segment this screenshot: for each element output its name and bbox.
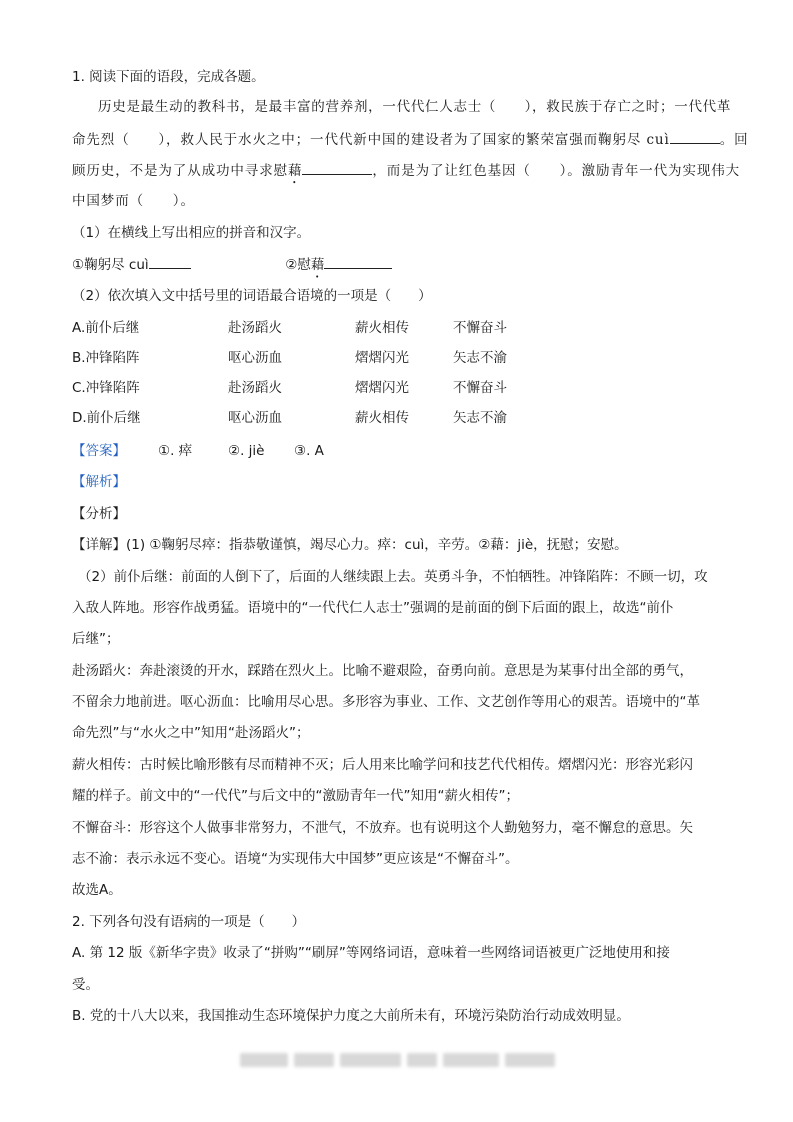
passage-text: 命先烈（ ），救人民于水火之中；一代代新中国的建设者为了国家的繁荣富强而鞠躬尽 cuì: [72, 132, 670, 148]
option-a-2: 赴汤蹈火: [228, 320, 282, 336]
q2-stem: 2. 下列各句没有语病的一项是（ ）: [72, 914, 306, 930]
explain-line-5: 不留余力地前进。呕心沥血：比喻用尽心思。多形容为事业、工作、文艺创作等用心的艰苦。语境中的“革: [72, 694, 700, 710]
explain-line-9: 不懈奋斗：形容这个人做事非常努力，不泄气，不放弃。也有说明这个人勤勉努力，毫不懈怠的意思。矢: [72, 820, 693, 836]
explain-line-11: 故选A。: [72, 882, 122, 898]
option-b-4: 矢志不渝: [453, 350, 507, 366]
passage-text: 顾历史，不是为了从成功中寻求慰: [72, 163, 288, 179]
explain-line-4: 赴汤蹈火：奔赴滚烫的开水，踩踏在烈火上。比喻不避艰险，奋勇向前。意思是为某事付出全部的勇气，: [72, 663, 693, 679]
passage-text: ，而是为了让红色基因（ ）。激励青年一代为实现伟大: [372, 163, 741, 179]
sub-question-1: （1）在横线上写出相应的拼音和汉字。: [72, 225, 311, 241]
option-b-1: B.冲锋陷阵: [72, 350, 140, 366]
sub1-items: [72, 254, 731, 281]
option-a-4: 不懈奋斗: [453, 320, 507, 336]
option-b-3: 熠熠闪光: [355, 350, 409, 366]
q2-option-b: B. 党的十八大以来，我国推动生态环境保护力度之大前所未有，环境污染防治行动成效明显。: [72, 1008, 630, 1024]
option-a-3: 薪火相传: [355, 320, 409, 336]
passage-line-3: [72, 160, 741, 187]
blank-line: [149, 254, 191, 269]
emphasis-char: 藉: [288, 163, 303, 179]
fenxi-tag: 【分析】: [72, 506, 126, 522]
answer-tag: 【答案】: [72, 443, 126, 459]
q1-stem: 1. 阅读下面的语段，完成各题。: [72, 69, 265, 85]
option-a-1: A.前仆后继: [72, 320, 140, 336]
option-d-2: 呕心沥血: [228, 410, 282, 426]
option-b-2: 呕心沥血: [228, 350, 282, 366]
q2-option-a-line-2: 受。: [72, 977, 99, 993]
option-d-4: 矢志不渝: [453, 410, 507, 426]
passage-line-1: [98, 97, 731, 117]
option-c-3: 熠熠闪光: [355, 380, 409, 396]
emphasis-char: 藉: [310, 257, 325, 273]
explain-line-6: 命先烈”与“水火之中”知用“赴汤蹈火”；: [72, 725, 310, 741]
option-c-1: C.冲锋陷阵: [72, 380, 140, 396]
option-c-2: 赴汤蹈火: [228, 380, 282, 396]
blank-line: [670, 129, 720, 144]
passage-text: 。回: [719, 132, 749, 148]
explain-line-7: 薪火相传：古时候比喻形骸有尽而精神不灭；后人用来比喻学问和技艺代代相传。熠熠闪光：形容光彩闪: [72, 757, 693, 773]
answer-3: ③. A: [294, 443, 324, 459]
answer-1: ①. 瘁: [158, 443, 193, 459]
passage-text: 历史是最生动的教科书，是最丰富的营养剂，一代代仁人志士（ ），救民族于存亡之时；一代代革: [98, 99, 731, 115]
passage-line-2: [72, 129, 749, 150]
passage-line-4: 中国梦而（ ）。: [72, 193, 195, 209]
explain-line-1: （2）前仆后继：前面的人倒下了，后面的人继续跟上去。英勇斗争，不怕牺牲。冲锋陷阵：不顾一切，攻: [78, 569, 708, 585]
option-d-3: 薪火相传: [355, 410, 409, 426]
q2-option-a-line-1: A. 第 12 版《新华字贵》收录了“拼购”“刷屏”等网络词语，意味着一些网络词语被更广泛地使用和接: [72, 945, 670, 961]
sub1-item-a: ①鞠躬尽 cuì: [72, 257, 149, 273]
analysis-tag: 【解析】: [72, 474, 126, 490]
blank-line: [324, 254, 392, 269]
sub-question-2: （2）依次填入文中括号里的词语最合语境的一项是（ ）: [72, 288, 432, 304]
blank-line: [302, 160, 372, 175]
option-d-1: D.前仆后继: [72, 410, 141, 426]
footer-watermark: [240, 1053, 555, 1071]
explain-line-10: 志不渝：表示永远不变心。语境“为实现伟大中国梦”更应该是“不懈奋斗”。: [72, 851, 519, 867]
explain-line-8: 耀的样子。前文中的“一代代”与后文中的“激励青年一代”知用“薪火相传”；: [72, 788, 519, 804]
explain-line-2: 入敌人阵地。形容作战勇猛。语境中的“一代代仁人志士”强调的是前面的倒下后面的跟上，故选“前仆: [72, 600, 674, 616]
explain-line-3: 后继”；: [72, 631, 120, 647]
option-c-4: 不懈奋斗: [453, 380, 507, 396]
answer-2: ②. jiè: [228, 443, 265, 459]
sub1-item-b: ②慰: [285, 257, 311, 273]
detail-line: 【详解】(1) ①鞠躬尽瘁：指恭敬谨慎，竭尽心力。瘁：cuì，辛劳。②藉：jiè，抚慰；安慰。: [72, 537, 628, 553]
